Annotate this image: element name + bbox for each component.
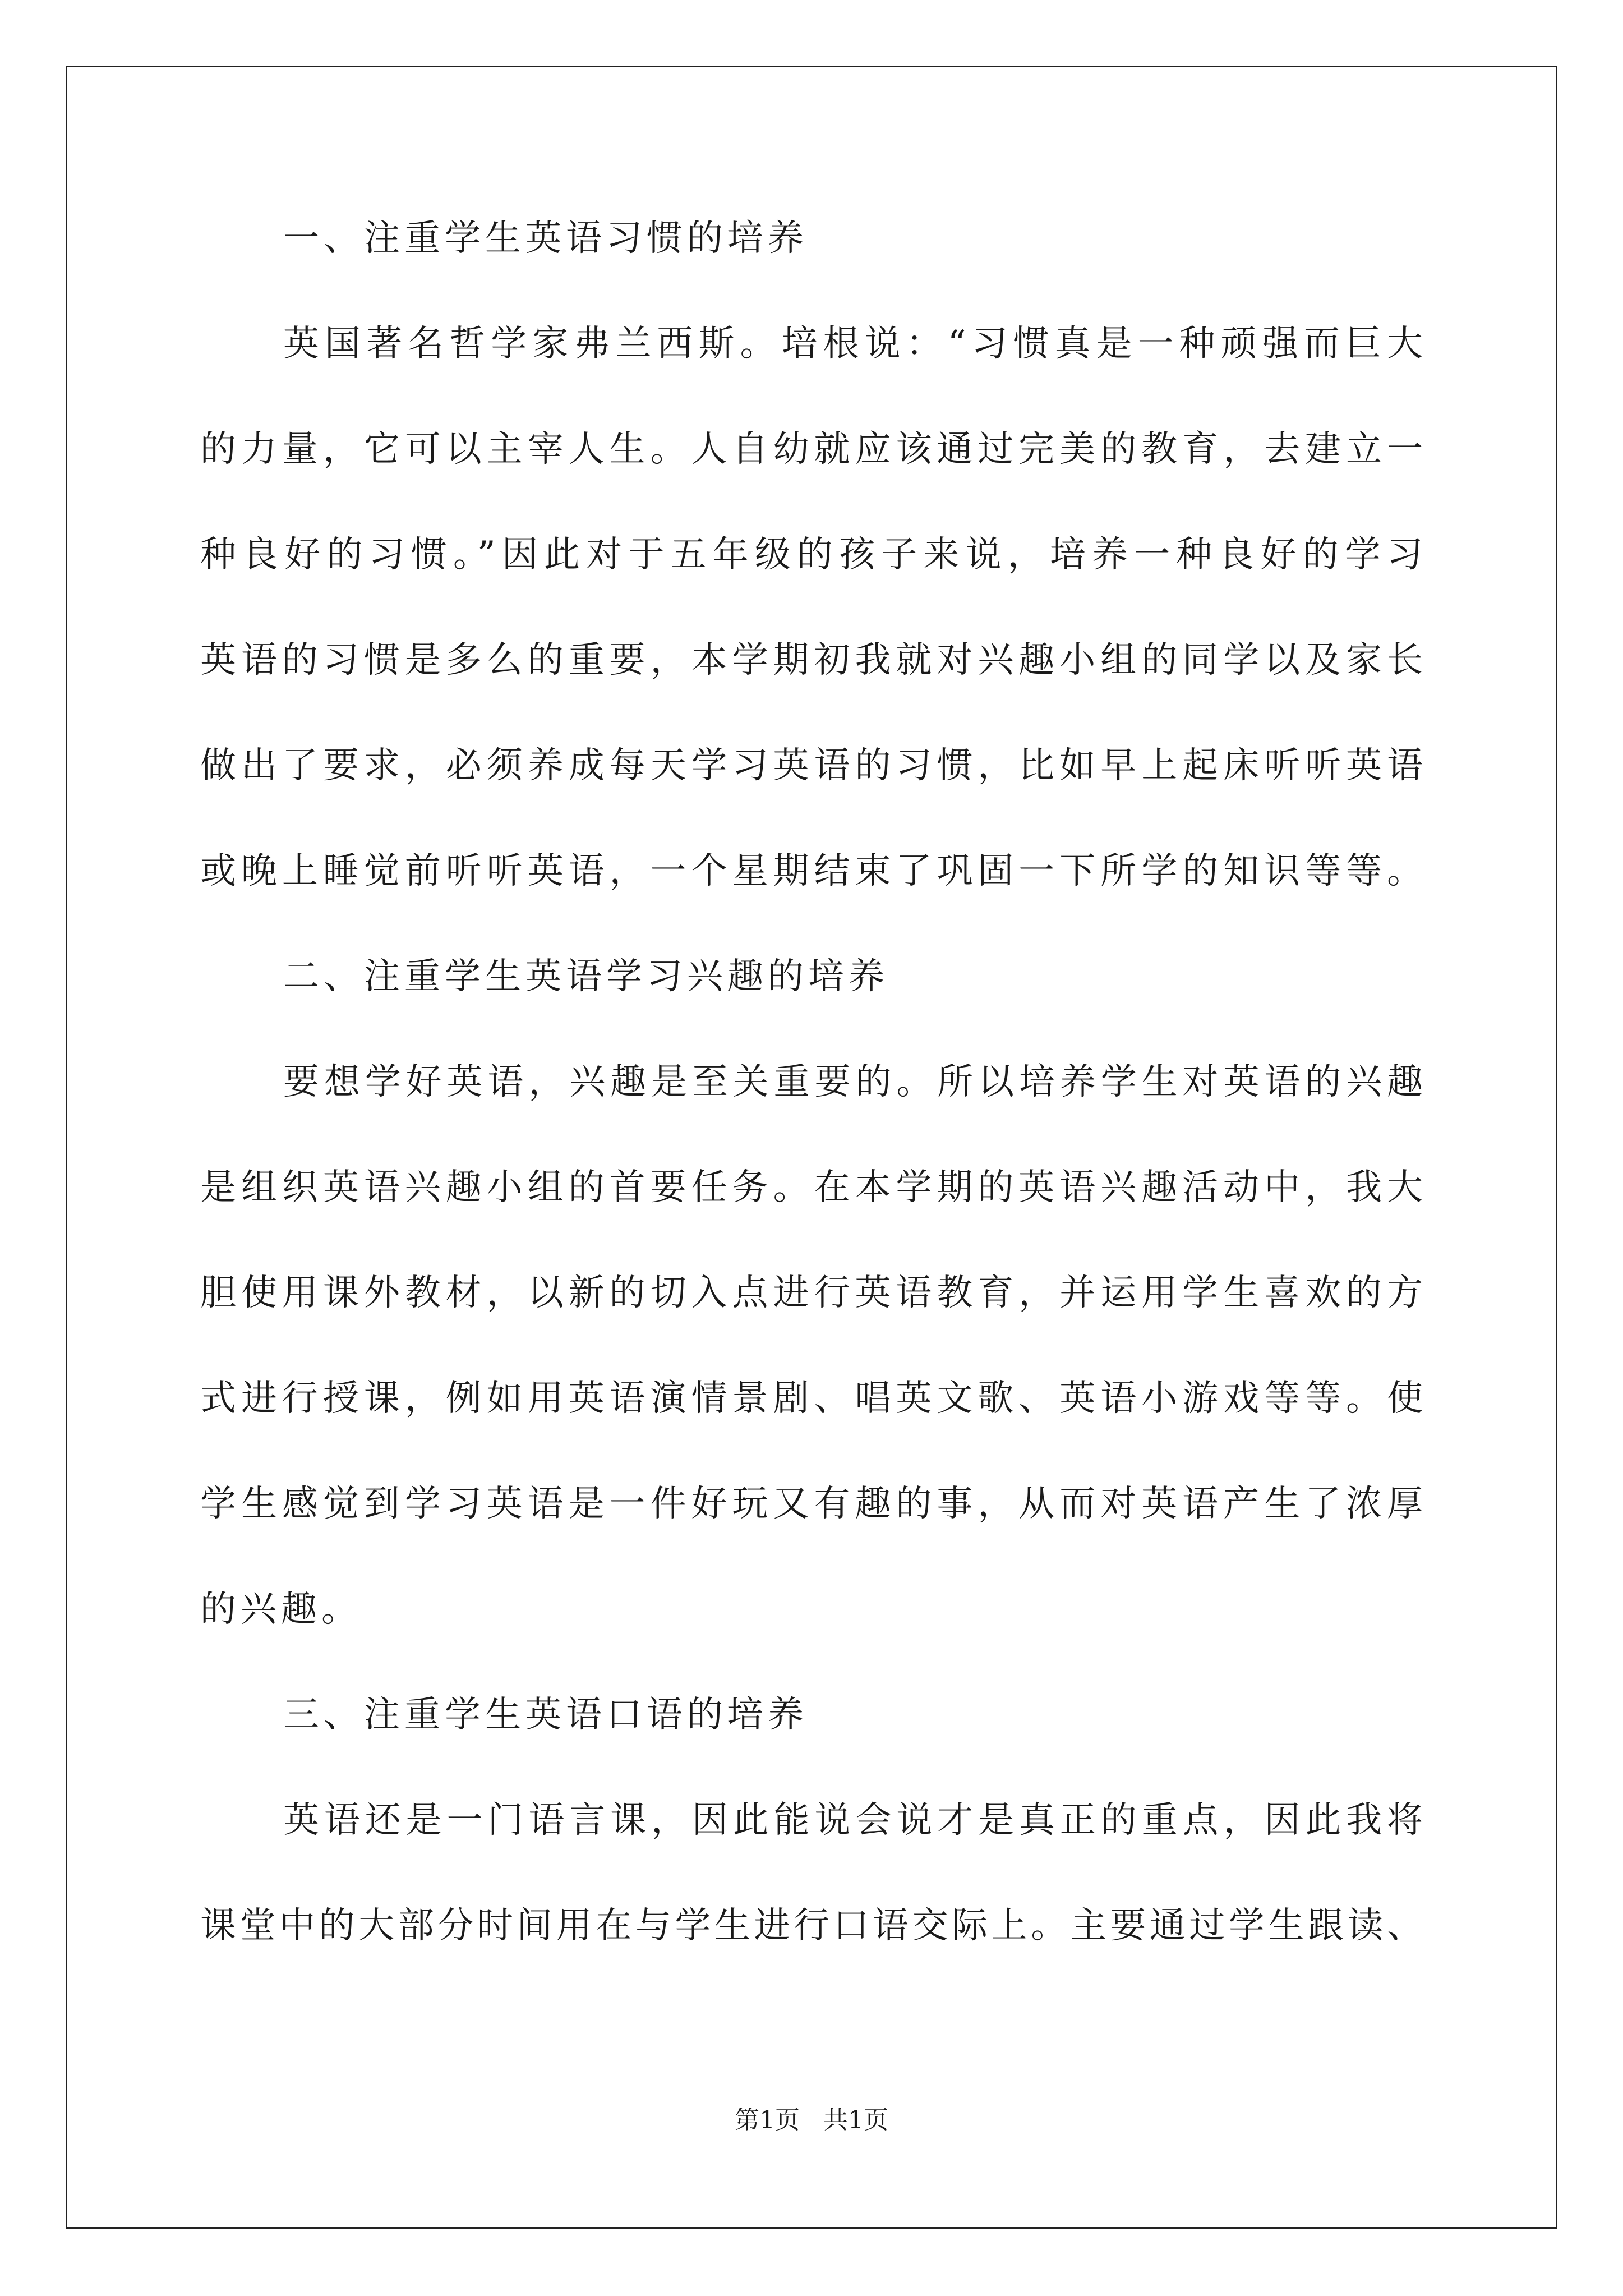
- paragraph-line: 是组织英语兴趣小组的首要任务。在本学期的英语兴趣活动中，我大: [200, 1167, 1423, 1208]
- page-footer: 第1页 共1页: [735, 2106, 888, 2134]
- paragraph-line: 英语的习惯是多么的重要，本学期初我就对兴趣小组的同学以及家长: [200, 639, 1423, 681]
- paragraph-line: 或晚上睡觉前听听英语，一个星期结束了巩固一下所学的知识等等。: [200, 850, 1423, 892]
- section-heading-2: 二、注重学生英语学习兴趣的培养: [283, 956, 889, 997]
- paragraph-line: 做出了要求，必须养成每天学习英语的习惯，比如早上起床听听英语: [200, 745, 1423, 786]
- paragraph-line: 英国著名哲学家弗兰西斯。培根说：“习惯真是一种顽强而巨大: [283, 323, 1423, 365]
- paragraph-line: 胆使用课外教材，以新的切入点进行英语教育，并运用学生喜欢的方: [200, 1272, 1423, 1314]
- paragraph-line: 的力量，它可以主宰人生。人自幼就应该通过完美的教育，去建立一: [200, 429, 1423, 470]
- section-heading-1: 一、注重学生英语习惯的培养: [283, 218, 808, 259]
- section-heading-3: 三、注重学生英语口语的培养: [283, 1694, 808, 1736]
- paragraph-line: 英语还是一门语言课，因此能说会说才是真正的重点，因此我将: [283, 1800, 1423, 1841]
- paragraph-line: 种良好的习惯。”因此对于五年级的孩子来说，培养一种良好的学习: [200, 534, 1423, 576]
- paragraph-line: 学生感觉到学习英语是一件好玩又有趣的事，从而对英语产生了浓厚: [200, 1483, 1423, 1525]
- paragraph-line: 要想学好英语，兴趣是至关重要的。所以培养学生对英语的兴趣: [283, 1061, 1423, 1103]
- paragraph-line: 式进行授课，例如用英语演情景剧、唱英文歌、英语小游戏等等。使: [200, 1378, 1423, 1419]
- paragraph-line: 的兴趣。: [200, 1589, 362, 1630]
- paragraph-line: 课堂中的大部分时间用在与学生进行口语交际上。主要通过学生跟读、: [200, 1905, 1423, 1947]
